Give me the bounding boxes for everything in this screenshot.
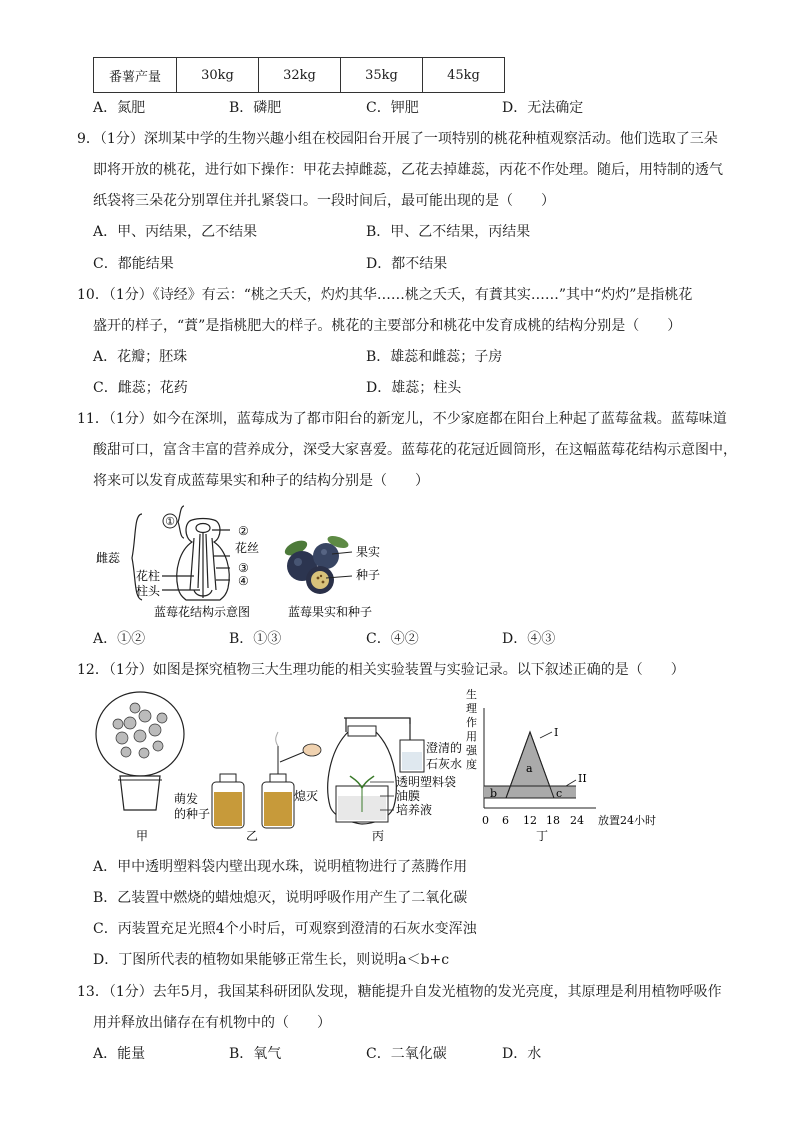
label-fruit: 果实: [356, 545, 381, 559]
experiment-figure: [90, 688, 690, 846]
label-area-b: b: [490, 787, 498, 800]
setup-yi: [174, 732, 321, 843]
q13-option-b: B．氧气: [229, 1046, 282, 1062]
y-axis-title-6: 度: [466, 758, 477, 771]
q8-option-b: B．磷肥: [229, 100, 282, 116]
label-oil: 油膜: [396, 789, 421, 803]
label-area-a: a: [526, 762, 533, 775]
q9-stem-line-1: 9．（1分）深圳某中学的生物兴趣小组在校园阳台开展了一项特别的桃花种植观察活动。他们选取了三朵: [77, 131, 718, 147]
y-axis-title-4: 用: [466, 730, 477, 743]
yield-table: [93, 57, 505, 93]
table-cell: 30kg: [177, 58, 259, 93]
label-style: 花柱: [136, 569, 161, 583]
label-pistil: 雌蕊: [96, 551, 121, 565]
label-bing: 丙: [372, 829, 385, 843]
q8-option-a: A．氮肥: [93, 100, 146, 116]
y-axis-title-5: 强: [466, 744, 477, 757]
label-2: ②: [238, 524, 249, 538]
label-limewater-1: 澄清的: [426, 741, 463, 755]
setup-jia: [96, 692, 184, 843]
x-tick-0: 0: [482, 814, 489, 827]
table-cell: 32kg: [259, 58, 341, 93]
q10-option-b: B．雄蕊和雌蕊；子房: [366, 349, 503, 365]
fruit-caption: 蓝莓果实和种子: [288, 605, 373, 619]
q9-option-d: D．都不结果: [366, 256, 448, 272]
label-curve-II: II: [578, 772, 587, 785]
q11-option-a: A．①②: [93, 631, 146, 647]
label-3: ③: [238, 561, 249, 575]
label-yi: 乙: [246, 829, 259, 843]
label-solution: 培养液: [396, 803, 433, 817]
label-seed: 种子: [356, 568, 381, 582]
x-tick-12: 12: [523, 814, 537, 827]
x-axis-title: 放置24小时: [598, 814, 656, 827]
q10-stem-line-1: 10．（1分）《诗经》有云：“桃之夭夭，灼灼其华……桃之夭夭，有蕡其实……”其中“灼灼”是指桃花: [77, 287, 693, 303]
flower-caption: 蓝莓花结构示意图: [154, 605, 251, 619]
label-curve-I: I: [554, 726, 559, 739]
q9-option-c: C．都能结果: [93, 256, 174, 272]
label-seeds-1: 萌发: [174, 792, 199, 806]
q13-stem-line-1: 13．（1分）去年5月，我国某科研团队发现，糖能提升自发光植物的发光亮度，其原理是利用植物呼吸作: [77, 984, 722, 1000]
q13-option-a: A．能量: [93, 1046, 146, 1062]
q10-option-a: A．花瓣；胚珠: [93, 349, 188, 365]
q13-stem-line-2: 用并释放出储存在有机物中的（ ）: [93, 1015, 331, 1031]
q9-stem-line-3: 纸袋将三朵花分别罩住并扎紧袋口。一段时间后，最可能出现的是（ ）: [93, 193, 555, 209]
q11-stem-line-3: 将来可以发育成蓝莓果实和种子的结构分别是（ ）: [93, 473, 429, 489]
x-tick-6: 6: [502, 814, 509, 827]
q8-option-c: C．钾肥: [366, 100, 419, 116]
q12-option-d: D．丁图所代表的植物如果能够正常生长，则说明a＜b+c: [93, 952, 450, 968]
q9-stem-line-2: 即将开放的桃花，进行如下操作：甲花去掉雌蕊，乙花去掉雄蕊，丙花不作处理。随后，用特制的透气: [93, 162, 723, 178]
q10-option-d: D．雄蕊；柱头: [366, 380, 462, 396]
table-cell: 35kg: [341, 58, 423, 93]
label-filament: 花丝: [235, 541, 260, 555]
q11-stem-line-1: 11．（1分）如今在深圳，蓝莓成为了都市阳台的新宠儿，不少家庭都在阳台上种起了蓝莓盆栽。蓝莓味道: [77, 411, 727, 427]
q13-option-c: C．二氧化碳: [366, 1046, 447, 1062]
q10-option-c: C．雌蕊；花药: [93, 380, 188, 396]
y-axis-title-1: 生: [466, 688, 477, 701]
q11-option-b: B．①③: [229, 631, 282, 647]
label-1: ①: [165, 515, 175, 528]
setup-ding-graph: [466, 688, 656, 843]
label-seeds-2: 的种子: [174, 807, 211, 821]
y-axis-title-3: 作: [466, 716, 477, 729]
table-row: [94, 58, 505, 93]
label-extinguish: 熄灭: [294, 789, 319, 803]
label-bag: 透明塑料袋: [396, 775, 457, 789]
q12-stem: 12．（1分）如图是探究植物三大生理功能的相关实验装置与实验记录。以下叙述正确的是（ ）: [77, 662, 685, 678]
label-4: ④: [238, 574, 249, 588]
q10-stem-line-2: 盛开的样子，“蕡”是指桃肥大的样子。桃花的主要部分和桃花中发育成桃的结构分别是（ ）: [93, 318, 682, 334]
q11-option-c: C．④②: [366, 631, 419, 647]
q12-option-b: B．乙装置中燃烧的蜡烛熄灭，说明呼吸作用产生了二氧化碳: [93, 890, 468, 906]
setup-bing: [328, 718, 462, 843]
q12-option-c: C．丙装置充足光照4个小时后，可观察到澄清的石灰水变浑浊: [93, 921, 477, 937]
table-header-cell: 番薯产量: [94, 58, 177, 93]
q9-option-b: B．甲、乙不结果，丙结果: [366, 224, 531, 240]
q13-option-d: D．水: [502, 1046, 542, 1062]
q12-option-a: A．甲中透明塑料袋内壁出现水珠，说明植物进行了蒸腾作用: [93, 859, 468, 875]
q9-option-a: A．甲、丙结果，乙不结果: [93, 224, 258, 240]
label-area-c: c: [556, 787, 563, 800]
q11-option-d: D．④③: [502, 631, 556, 647]
q11-stem-line-2: 酸甜可口，富含丰富的营养成分，深受大家喜爱。蓝莓花的花冠近圆筒形，在这幅蓝莓花结构示意图中，: [93, 442, 737, 458]
y-axis-title-2: 理: [466, 702, 477, 715]
x-tick-24: 24: [570, 814, 584, 827]
label-ding: 丁: [536, 829, 549, 843]
blueberry-fruit-image: [283, 534, 350, 594]
q8-option-d: D．无法确定: [502, 100, 584, 116]
label-stigma: 柱头: [136, 584, 161, 598]
label-jia: 甲: [136, 829, 149, 843]
blueberry-figure: [80, 498, 400, 623]
label-limewater-2: 石灰水: [426, 757, 463, 771]
x-tick-18: 18: [546, 814, 560, 827]
table-cell: 45kg: [423, 58, 505, 93]
